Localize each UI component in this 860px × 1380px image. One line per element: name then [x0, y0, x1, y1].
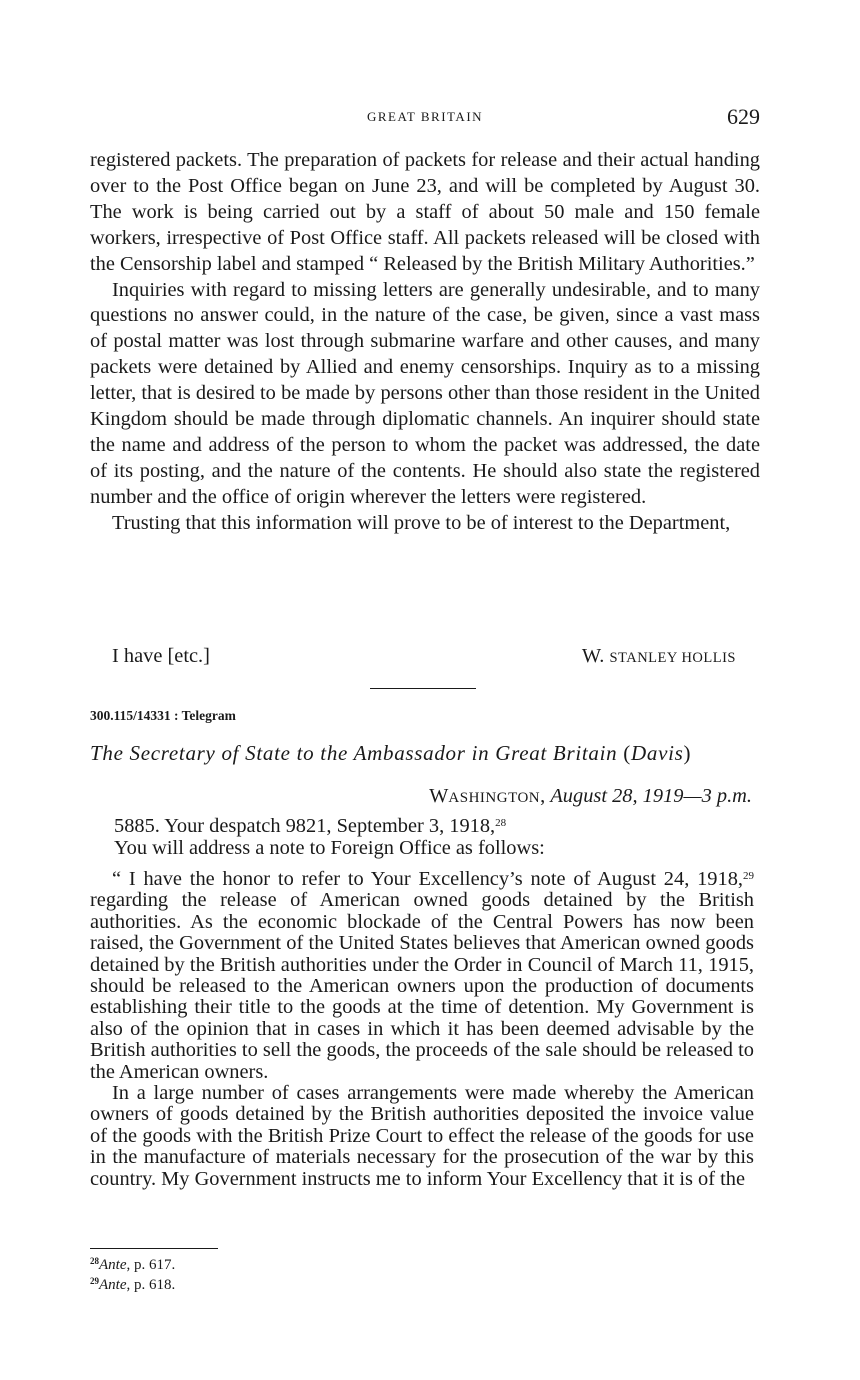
file-reference: 300.115/14331 : Telegram — [90, 708, 236, 723]
signature-initial: W. — [581, 645, 610, 667]
footnote-mark: 28 — [90, 1256, 99, 1266]
footnote — [90, 1275, 175, 1295]
telegram-intro — [90, 815, 760, 859]
letter-paragraph: Trusting that this information will prove to be of interest to the Department, — [112, 511, 731, 534]
document-heading — [90, 741, 760, 766]
letter-paragraph: Inquiries with regard to missing letters are generally undesirable, and to many questions no answer could, in the nature of the case, be given, since a vast mass of postal matter was lost through submarine warfare and other causes, and many packets were detained by Allied and enemy censorships. Inquiry as to a missing letter, that is desired to be made by persons other than those resident in the United Kingdom should be made through diplomatic channels. An inquirer should state the name and address of the person to whom the packet was addressed, the date of its posting, and the nature of the contents. He should also state the registered number and the office of origin wherever the letters were registered. — [90, 278, 760, 508]
dateline-place-initial: W — [429, 785, 449, 807]
footnote-ante: Ante — [99, 1257, 127, 1273]
quote-text: “ I have the honor to refer to Your Excellency’s note of August 24, 1918, — [112, 868, 743, 890]
heading-close-paren: ) — [683, 741, 692, 765]
section-divider — [370, 688, 476, 689]
heading-text: The Secretary of State to the Ambassador in Great Britain — [90, 741, 618, 765]
dateline — [429, 785, 752, 808]
telegram-line-text: 5885. Your despatch 9821, September 3, 1918, — [114, 815, 496, 837]
running-title: GREAT BRITAIN — [366, 109, 484, 124]
letter-paragraph: registered packets. The preparation of packets for release and their actual handing over to the Post Office began on June 23, and will be completed by August 30. The work is being carried out by a staff of about 50 male and 150 female workers, irrespective of Post Office staff. All packets released will be closed with the Censorship label and stamped “ Released by the British Military Authorities.” — [90, 149, 760, 275]
telegram-line: You will address a note to Foreign Office as follows: — [114, 837, 545, 859]
dateline-separator: , — [540, 785, 551, 807]
heading-person: Davis — [631, 741, 684, 765]
footnote-page: , p. 618. — [126, 1277, 176, 1293]
telegram-line — [90, 815, 760, 837]
signature-name: STANLEY HOLLIS — [609, 650, 736, 666]
letter-body — [90, 148, 760, 537]
footnote-rule — [90, 1248, 218, 1249]
closing-formula: I have [etc.] — [112, 645, 210, 667]
footnote-ref: 28 — [495, 817, 507, 829]
quote-paragraph — [90, 869, 754, 1083]
footnotes — [90, 1255, 175, 1295]
letter-closing-line — [90, 643, 760, 671]
footnote — [90, 1255, 175, 1275]
signature — [582, 643, 736, 671]
document-page — [90, 0, 760, 1380]
page-number: 629 — [727, 104, 760, 129]
footnote-page: , p. 617. — [126, 1257, 176, 1273]
footnote-ante: Ante — [99, 1277, 127, 1293]
quoted-note — [90, 869, 754, 1190]
dateline-date: August 28, 1919—3 p.m. — [550, 785, 752, 807]
quote-paragraph: In a large number of cases arrangements were made whereby the American owners of goods detained by the British authorities deposited the invoice value of the goods with the British Prize Court to effect the release of the goods for use in the manufacture of materials necessary for the prosecution of the war by this country. My Government instructs me to inform Your Excellency that it is of the — [90, 1082, 754, 1190]
footnote-ref: 29 — [743, 870, 754, 882]
dateline-place: ASHINGTON — [448, 790, 541, 806]
footnote-mark: 29 — [90, 1276, 99, 1286]
quote-text: regarding the release of American owned goods detained by the British authorities. As the economic blockade of the Central Powers has now been raised, the Government of the United States believes that American owned goods detained by the British authorities under the Order in Council of March 11, 1915, should be released to the American owners upon the production of documents establishing their title to the goods at the time of detention. My Government is also of the opinion that in cases in which it has been deemed advisable by the British authorities to sell the goods, the proceeds of the sale should be released to the American owners. — [90, 889, 754, 1083]
running-head — [90, 104, 760, 137]
heading-open-paren: ( — [617, 741, 631, 765]
